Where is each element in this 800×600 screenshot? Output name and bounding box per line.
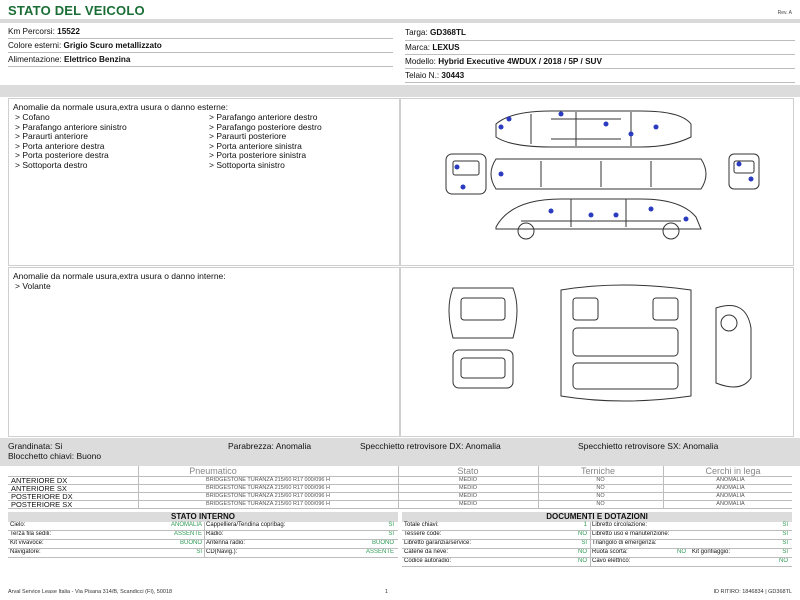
damage-item: > Parafango anteriore sinistro <box>15 121 127 132</box>
brand-row <box>405 41 795 55</box>
documents-value: NO <box>578 549 587 555</box>
documents-label: Kit gonfiaggio: <box>692 549 731 555</box>
grid-rule <box>8 557 398 558</box>
documents-label: Ruota scorta: <box>592 549 628 555</box>
chassis-row <box>405 69 795 83</box>
interior-label: Navigatore: <box>10 549 41 555</box>
tires-header-tire: Pneumatico <box>189 466 237 476</box>
color-label: Colore esterni: <box>8 41 62 50</box>
documents-label: Triangolo di emergenza: <box>592 540 657 546</box>
tire-rim: ANOMALIA <box>716 501 745 507</box>
tire-position: POSTERIORE DX <box>11 492 73 501</box>
revision-label: Rev. A <box>777 10 792 16</box>
page-title: STATO DEL VEICOLO <box>8 3 145 18</box>
documents-value: NO <box>578 558 587 564</box>
damage-item: > Porta posteriore destra <box>15 150 109 160</box>
damage-item: > Sottoporta destro <box>15 159 88 170</box>
interior-label: Radio: <box>206 531 224 537</box>
internal-damage-title: Anomalie da normale usura,extra usura o danno interne: <box>13 271 226 281</box>
interior-title: STATO INTERNO <box>171 512 235 521</box>
grid-rule <box>590 522 591 566</box>
model-label: Modello: <box>405 57 436 66</box>
tire-model: BRIDGESTONE TURANZA 215/60 R17 000/096 H <box>206 477 330 483</box>
external-damage-list-left <box>15 113 127 170</box>
fuel-label: Alimentazione: <box>8 55 62 64</box>
key-lock-status: Blocchetto chiavi: Buono <box>8 451 102 461</box>
interior-label: Cappelliera/Tendina copribag: <box>206 522 286 528</box>
plate-row <box>405 25 795 41</box>
documents-title: DOCUMENTI E DOTAZIONI <box>546 512 648 521</box>
interior-label: CD(Navig.): <box>206 549 238 555</box>
interior-value: ANOMALIA <box>170 522 202 528</box>
tire-position: POSTERIORE SX <box>11 500 73 509</box>
grid-rule <box>402 566 792 567</box>
documents-label: Cavo elettrico: <box>592 558 631 564</box>
section-divider-bar <box>0 85 800 97</box>
tire-model: BRIDGESTONE TURANZA 215/60 R17 000/096 H <box>206 485 330 491</box>
tire-model: BRIDGESTONE TURANZA 215/60 R17 000/096 H <box>206 501 330 507</box>
documents-value: NO <box>677 549 686 555</box>
tire-state: MEDIO <box>458 501 478 507</box>
interior-value: SI <box>388 531 394 537</box>
external-damage-list-right <box>209 113 322 170</box>
chassis-value: 30443 <box>441 71 465 80</box>
grid-rule <box>8 530 398 531</box>
tire-position: ANTERIORE DX <box>11 476 68 485</box>
documents-label: Catene da neve: <box>404 549 449 555</box>
hail-status: Grandinata: Si <box>8 441 63 451</box>
model-value: Hybrid Executive 4WDUX / 2018 / 5P / SUV <box>438 57 602 66</box>
tire-term: NO <box>596 477 605 483</box>
interior-value: BUONO <box>179 540 202 546</box>
external-damage-panel <box>8 98 400 266</box>
footer-page-number: 1 <box>385 589 389 595</box>
documents-label: Libretto circolazione: <box>592 522 648 528</box>
tire-rim: ANOMALIA <box>716 493 745 499</box>
footer-id: ID RITIRO: 1846834 | GD368TL <box>713 589 792 595</box>
grid-rule <box>402 548 792 549</box>
interior-label: Antenna radio: <box>206 540 246 546</box>
internal-damage-panel <box>8 267 400 437</box>
documents-label: Tessere code: <box>404 531 442 537</box>
tire-model: BRIDGESTONE TURANZA 215/60 R17 000/096 H <box>206 493 330 499</box>
tires-header-term: Terniche <box>580 466 616 476</box>
grid-rule <box>402 557 792 558</box>
table-rule <box>398 466 399 508</box>
grid-rule <box>204 522 205 557</box>
grid-rule <box>402 530 792 531</box>
documents-value: SI <box>581 540 587 546</box>
plate-label: Targa: <box>405 28 428 37</box>
footer-company: Arval Service Lease Italia - Via Pisana 314/B, Scandicci (FI), 50018 <box>8 589 173 595</box>
fuel-row <box>8 53 393 67</box>
tires-table <box>8 466 792 510</box>
documents-label: Totale chiavi: <box>404 522 439 528</box>
interior-label: Terza fila sedili: <box>10 531 52 537</box>
model-row <box>405 55 795 69</box>
documents-value: SI <box>782 531 788 537</box>
fuel-value: Elettrico Benzina <box>63 55 131 64</box>
interior-value: SI <box>196 549 202 555</box>
exterior-diagram-panel <box>400 98 794 266</box>
tire-position: ANTERIORE SX <box>11 484 67 493</box>
chassis-label: Telaio N.: <box>405 71 440 80</box>
documents-value: 1 <box>583 522 587 528</box>
documents-label: Libretto garanzia/service: <box>404 540 472 546</box>
documents-value: NO <box>779 558 788 564</box>
damage-item: > Porta posteriore sinistra <box>209 150 307 160</box>
damage-item: > Volante <box>15 281 51 291</box>
km-row <box>8 25 393 39</box>
damage-item: > Parafango posteriore destro <box>209 121 322 132</box>
car-interior-diagram <box>401 268 793 436</box>
header-divider <box>0 19 800 23</box>
documents-value: SI <box>782 540 788 546</box>
mirror-sx-status: Specchietto retrovisore SX: Anomalia <box>578 441 719 451</box>
interior-value: ASSENTE <box>173 531 202 537</box>
windshield-status: Parabrezza: Anomalia <box>228 441 312 451</box>
documents-label: Codice autoradio: <box>404 558 452 564</box>
brand-label: Marca: <box>405 43 431 52</box>
table-rule <box>538 466 539 508</box>
tire-term: NO <box>596 493 605 499</box>
grid-rule <box>402 539 792 540</box>
tire-rim: ANOMALIA <box>716 485 745 491</box>
damage-item: > Parafango anteriore destro <box>209 112 318 122</box>
documents-value: SI <box>782 549 788 555</box>
tire-rim: ANOMALIA <box>716 477 745 483</box>
documents-value: SI <box>782 522 788 528</box>
mirror-dx-status: Specchietto retrovisore DX: Anomalia <box>360 441 501 451</box>
tire-term: NO <box>596 485 605 491</box>
internal-damage-list <box>15 282 51 292</box>
tire-state: MEDIO <box>458 485 478 491</box>
tire-state: MEDIO <box>458 477 478 483</box>
table-rule <box>8 508 792 509</box>
km-value: 15522 <box>57 27 80 36</box>
damage-item: > Porta anteriore destra <box>15 140 105 151</box>
tire-term: NO <box>596 501 605 507</box>
interior-value: BUONO <box>371 540 394 546</box>
color-value: Grigio Scuro metallizzato <box>63 41 162 50</box>
color-row <box>8 39 393 53</box>
table-rule <box>663 466 664 508</box>
external-damage-title: Anomalie da normale usura,extra usura o danno esterne: <box>13 102 228 112</box>
tires-header-rim: Cerchi in lega <box>705 466 761 476</box>
damage-item: > Sottoporta sinistro <box>209 159 285 170</box>
documents-label: Libretto uso e manutenzione: <box>592 531 670 537</box>
interior-value: ASSENTE <box>365 549 394 555</box>
grid-rule <box>8 548 398 549</box>
documents-value: NO <box>578 531 587 537</box>
damage-item: > Cofano <box>15 112 50 122</box>
damage-item: > Paraurti anteriore <box>15 131 88 141</box>
tire-state: MEDIO <box>458 493 478 499</box>
interior-label: Cielo: <box>10 522 26 528</box>
damage-item: > Paraurti posteriore <box>209 131 287 141</box>
km-label: Km Percorsi: <box>8 27 55 36</box>
grid-rule <box>8 539 398 540</box>
plate-value: GD368TL <box>430 28 466 37</box>
table-rule <box>138 466 139 508</box>
interior-diagram-panel <box>400 267 794 437</box>
car-exterior-diagram <box>401 99 793 265</box>
interior-label: Kit vivavoce: <box>10 540 44 546</box>
vehicle-info-left <box>8 25 393 67</box>
tires-header-state: Stato <box>457 466 479 476</box>
brand-value: LEXUS <box>432 43 460 52</box>
damage-item: > Porta anteriore sinistra <box>209 140 302 151</box>
interior-value: SI <box>388 522 394 528</box>
